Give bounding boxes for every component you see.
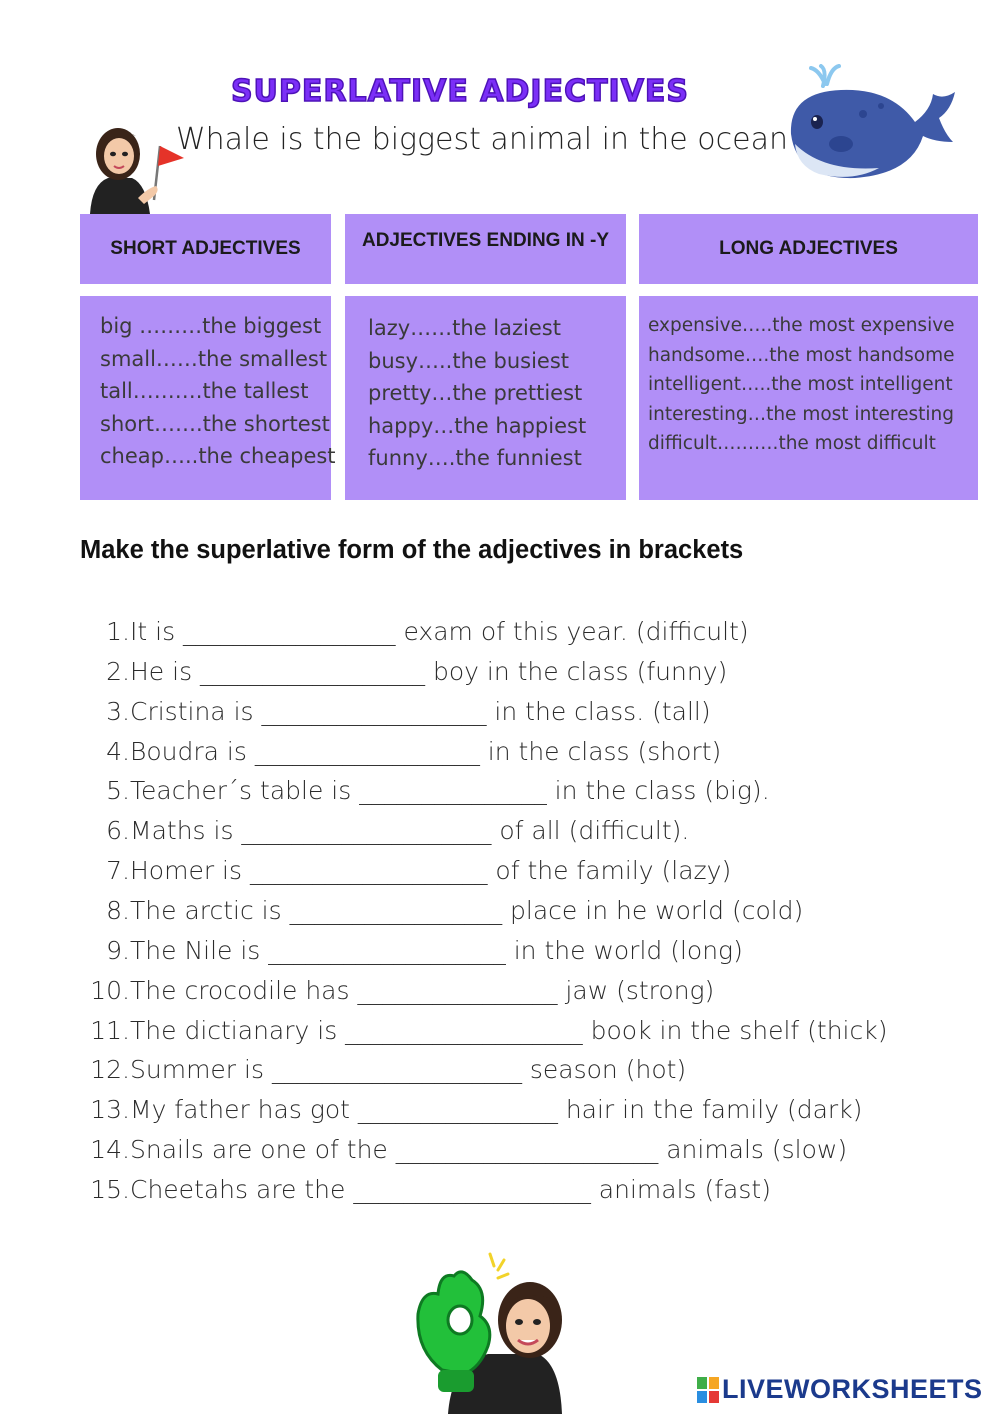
exercise-number: 14. <box>90 1135 130 1164</box>
exercise-sentence: Snails are one of the _____________________ animals (slow) <box>130 1135 848 1164</box>
example-sentence: Whale is the biggest animal in the ocean <box>176 122 788 157</box>
exercise-number: 10. <box>90 976 130 1005</box>
exercise-number: 7. <box>106 856 130 885</box>
adjective-pair: small……the smallest <box>100 346 328 371</box>
teacher-with-flag-icon <box>80 114 190 214</box>
exercise-number: 13. <box>90 1095 130 1124</box>
adjective-pair: short…….the shortest <box>100 411 330 436</box>
exercise-item[interactable] <box>82 976 714 1016</box>
adjective-pair: lazy……the laziest <box>368 316 561 340</box>
adjective-pair: busy…..the busiest <box>368 348 570 373</box>
heading-label: LONG ADJECTIVES <box>719 238 898 259</box>
adjective-pair: difficult……….the most difficult <box>648 433 936 455</box>
exercise-item[interactable] <box>82 856 731 896</box>
exercise-sentence: He is __________________ boy in the class (funny) <box>130 657 728 686</box>
exercise-sentence: Summer is ____________________ season (hot) <box>130 1055 687 1084</box>
heading-label: SHORT ADJECTIVES <box>110 238 301 259</box>
exercise-sentence: Homer is ___________________ of the family (lazy) <box>130 856 732 885</box>
whale-icon <box>783 64 958 186</box>
exercise-sentence: The dictianary is ___________________ book in the shelf (thick) <box>130 1016 888 1045</box>
exercise-sentence: Teacher´s table is _______________ in the class (big). <box>130 776 770 805</box>
exercise-sentence: Cheetahs are the ___________________ animals (fast) <box>130 1175 771 1204</box>
exercise-item[interactable] <box>82 737 721 777</box>
exercise-number: 5. <box>106 776 130 805</box>
exercise-number: 15. <box>90 1175 130 1204</box>
adjective-pair: happy…the happiest <box>368 413 587 438</box>
adjective-pair: tall……….the tallest <box>100 379 309 404</box>
exercise-number: 11. <box>90 1016 130 1045</box>
exercise-number: 12. <box>90 1055 130 1084</box>
exercise-number: 4. <box>106 737 130 766</box>
exercise-item[interactable] <box>82 1016 887 1056</box>
exercise-number: 8. <box>106 896 130 925</box>
exercise-number: 1. <box>106 617 130 646</box>
heading-short-adjectives <box>80 214 331 284</box>
exercise-item[interactable] <box>82 1135 847 1175</box>
exercise-item[interactable] <box>82 896 803 936</box>
exercise-sentence: The arctic is _________________ place in he world (cold) <box>130 896 804 925</box>
exercise-number: 6. <box>106 816 130 845</box>
exercise-sentence: Maths is ____________________ of all (difficult). <box>130 816 690 845</box>
exercise-number: 9. <box>106 936 130 965</box>
long-adjectives-list <box>639 296 978 500</box>
adjective-pair: cheap…..the cheapest <box>100 444 336 469</box>
heading-adjectives-ending-y <box>345 214 626 284</box>
exercise-item[interactable] <box>82 1055 686 1095</box>
exercise-sentence: It is _________________ exam of this year. (difficult) <box>130 617 749 646</box>
y-adjectives-list <box>345 296 626 500</box>
exercise-item[interactable] <box>82 1095 862 1135</box>
exercise-sentence: The Nile is ___________________ in the world (long) <box>130 936 743 965</box>
exercise-sentence: The crocodile has ________________ jaw (strong) <box>130 976 715 1005</box>
exercise-number: 2. <box>106 657 130 686</box>
worksheet-title: SUPERLATIVE ADJECTIVES <box>230 74 690 109</box>
adjective-pair: intelligent…..the most intelligent <box>648 374 953 396</box>
liveworksheets-logo-icon <box>697 1377 719 1403</box>
exercise-sentence: Boudra is __________________ in the class (short) <box>130 737 722 766</box>
liveworksheets-logo[interactable] <box>697 1374 983 1405</box>
adjective-pair: expensive…..the most expensive <box>648 315 955 336</box>
exercise-number: 3. <box>106 697 130 726</box>
short-adjectives-list <box>80 296 336 500</box>
adjective-pair: funny….the funniest <box>368 446 582 471</box>
exercise-item[interactable] <box>82 617 749 657</box>
logo-text: LIVEWORKSHEETS <box>722 1374 983 1404</box>
exercise-sentence: My father has got ________________ hair in the family (dark) <box>130 1095 863 1124</box>
adjective-pair: handsome….the most handsome <box>648 344 955 366</box>
exercise-item[interactable] <box>82 936 743 976</box>
exercise-item[interactable] <box>82 816 689 856</box>
heading-long-adjectives <box>639 214 978 284</box>
exercise-sentence: Cristina is __________________ in the class. (tall) <box>130 697 711 726</box>
heading-label: ADJECTIVES ENDING IN -Y <box>361 230 610 251</box>
adjective-pair: big ………the biggest <box>100 314 322 338</box>
adjective-pair: interesting…the most interesting <box>648 403 955 425</box>
exercise-item[interactable] <box>82 657 727 697</box>
exercise-instruction: Make the superlative form of the adjectives in brackets <box>80 536 744 564</box>
adjective-pair: pretty…the prettiest <box>368 381 583 406</box>
exercise-item[interactable] <box>82 776 770 816</box>
exercise-item[interactable] <box>82 1175 771 1215</box>
exercise-item[interactable] <box>82 697 711 737</box>
teacher-with-ok-glove-icon <box>408 1250 570 1414</box>
